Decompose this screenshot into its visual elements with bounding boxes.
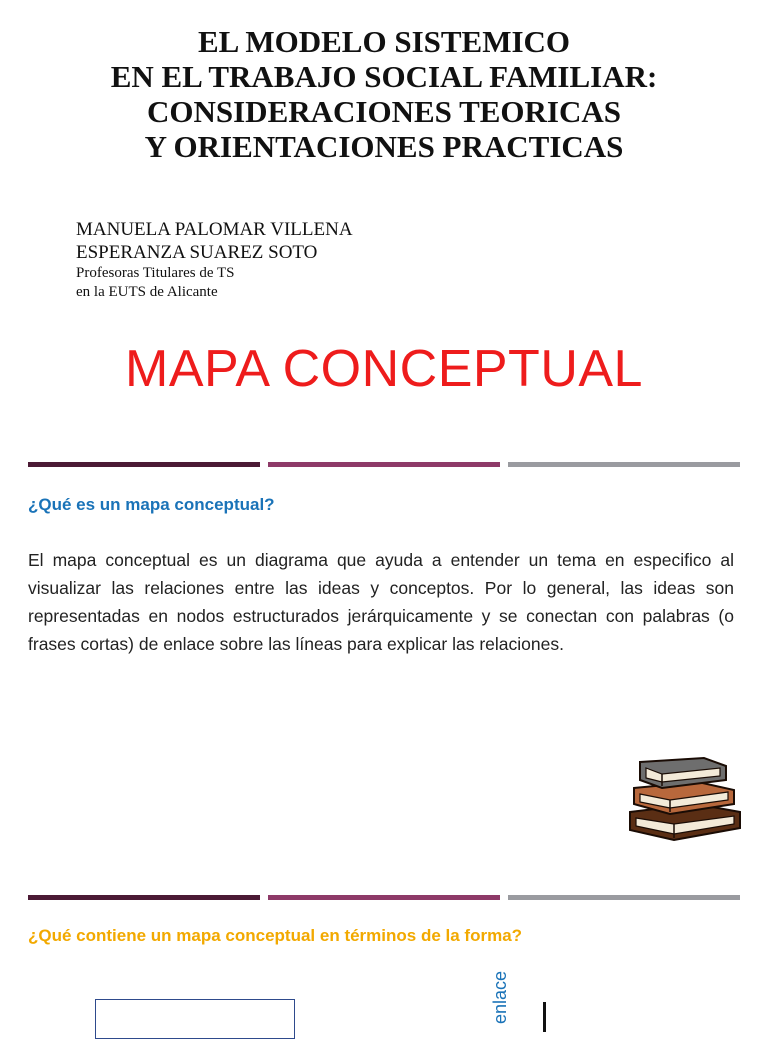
title-line: EN EL TRABAJO SOCIAL FAMILIAR: [110,59,658,94]
definition-paragraph: El mapa conceptual es un diagrama que ayuda a entender un tema en especifico al visualizar las relaciones entre las ideas y conceptos. Por lo general, las ideas son representadas en nodos estructurados jerárquicamente y se conectan con palabras (o frases cortas) de enlace sobre las líneas para explicar las relaciones. [28,550,734,654]
author-affiliation: Profesoras Titulares de TS [76,265,235,281]
author-affiliation: en la EUTS de Alicante [76,284,218,300]
divider-segment [28,462,260,467]
connector-line [543,1002,546,1032]
divider-segment [28,895,260,900]
author-block [76,218,353,302]
document-title [0,24,768,164]
author-name: ESPERANZA SUAREZ SOTO [76,242,318,263]
main-heading: MAPA CONCEPTUAL [125,340,643,398]
stack-of-books-icon [626,754,744,851]
title-line: EL MODELO SISTEMICO [197,24,571,59]
divider-segment [508,462,740,467]
section-question: ¿Qué contiene un mapa conceptual en términos de la forma? [28,926,523,945]
divider-segment [268,462,500,467]
section-question: ¿Qué es un mapa conceptual? [28,495,275,514]
section-divider [28,462,740,467]
concept-node-box [95,999,295,1039]
divider-segment [508,895,740,900]
author-name: MANUELA PALOMAR VILLENA [76,219,353,240]
title-line: Y ORIENTACIONES PRACTICAS [144,129,624,164]
section-divider [28,895,740,900]
title-line: CONSIDERACIONES TEORICAS [146,94,622,129]
link-word-label: enlace [490,970,510,1024]
divider-segment [268,895,500,900]
